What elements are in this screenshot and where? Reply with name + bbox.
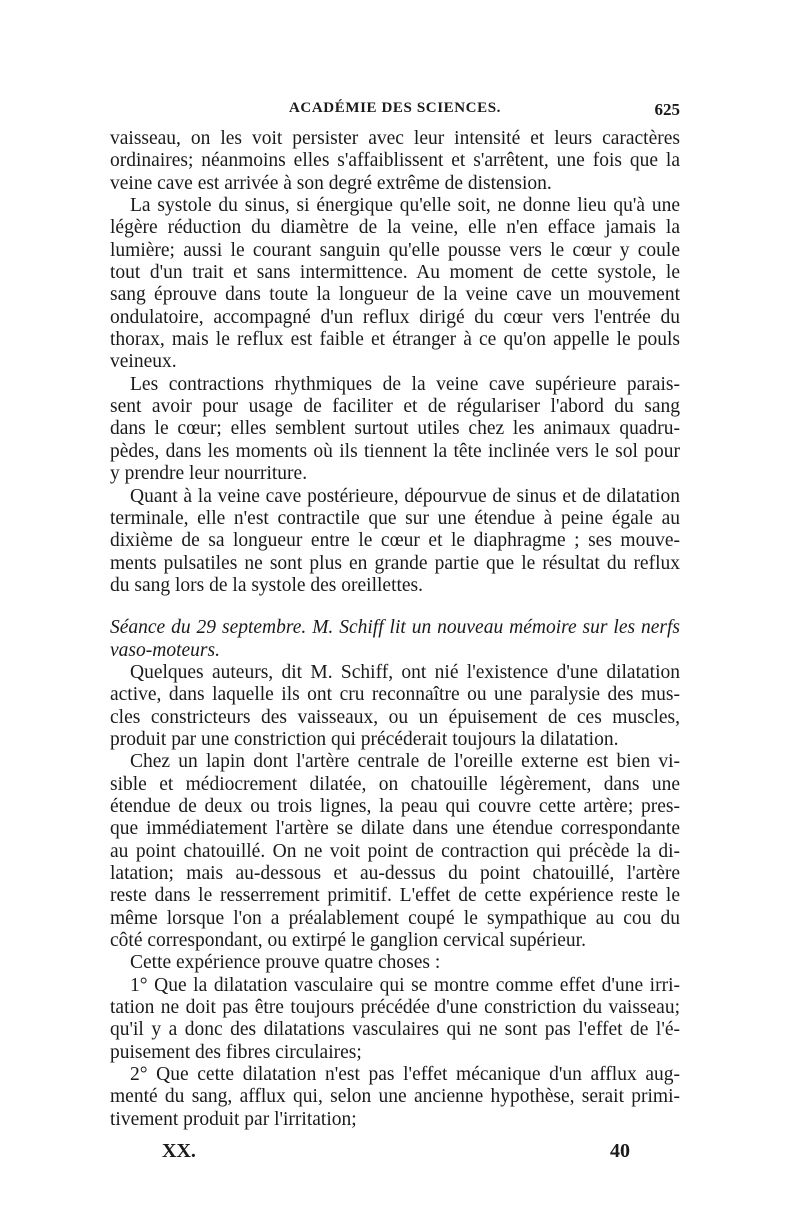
text-line: du sang lors de la systole des oreillettes. [110,574,424,596]
text-line: 2° Que cette dilatation n'est pas l'effet mécanique d'un afflux aug- [130,1064,680,1086]
running-header [110,100,680,124]
text-line: Cette expérience prouve quatre choses : [130,952,441,974]
text-line: y prendre leur nourriture. [110,463,308,485]
text-line: latation; mais au-dessous et au-dessus du point chatouillé, l'artère [110,863,680,884]
text-line: terminale, elle n'est contractile que sur une étendue à peine égale au [110,507,680,529]
page-number: 625 [654,100,680,119]
text-line: menté du sang, afflux qui, selon une ancienne hypothèse, serait primi- [110,1086,680,1108]
paragraph [110,374,680,486]
journal-title: ACADÉMIE DES SCIENCES. [289,100,501,116]
text-line: ondulatoire, accompagné d'un reflux dirigé du cœur vers l'entrée du [110,306,680,328]
text-line: puisement des fibres circulaires; [110,1041,362,1063]
paragraph [110,662,680,751]
text-line: thorax, mais le reflux est faible et étranger à ce qu'on appelle le pouls [110,329,680,351]
text-line: Quant à la veine cave postérieure, dépourvue de sinus et de dilatation [130,485,680,507]
body-text [110,128,680,1131]
text-line: étendue de deux ou trois lignes, la peau qui couvre cette artère; pres- [110,795,680,817]
text-line: dixième de sa longueur entre le cœur et le diaphragme ; ses mouve- [110,530,680,552]
text-line: active, dans laquelle ils ont cru reconnaître ou une paralysie des mus- [110,684,680,706]
text-line: ordinaires; néanmoins elles s'affaiblissent et s'arrêtent, une fois que la [110,150,680,172]
text-line: cles constricteurs des vaisseaux, ou un épuisement de ces muscles, [110,706,680,728]
volume-signature: XX. [162,1140,196,1162]
text-line: reste dans le resserrement primitif. L'effet de cette expérience reste le [110,885,680,907]
text-line: Séance du 29 septembre. M. Schiff lit un nouveau mémoire sur les nerfs [110,617,680,639]
text-line: au point chatouillé. On ne voit point de contraction qui précède la di- [110,840,680,862]
text-line: légère réduction du diamètre de la veine, elle n'en efface jamais la [110,217,680,239]
text-line: La systole du sinus, si énergique qu'elle soit, ne donne lieu qu'à une [130,195,680,217]
text-line: sent avoir pour usage de faciliter et de régulariser l'abord du sang [110,396,680,418]
text-line: tivement produit par l'irritation; [110,1108,357,1130]
text-line: veine cave est arrivée à son degré extrême de distension. [110,172,552,194]
paragraph [110,128,680,195]
section-gap [110,597,680,617]
text-line: tation ne doit pas être toujours précédée d'une constriction du vaisseau; [110,997,680,1019]
text-line: même lorsque l'on a préalablement coupé le sympathique au cou du [110,907,680,929]
text-line: Quelques auteurs, dit M. Schiff, ont nié l'existence d'une dilatation [130,661,680,683]
text-line: sang éprouve dans toute la longueur de la veine cave un mouvement [110,284,680,306]
text-line: produit par une constriction qui précéderait toujours la dilatation. [110,728,619,750]
paragraph [110,975,680,1064]
text-line: lumière; aussi le courant sanguin qu'elle pousse vers le cœur y coule [110,239,680,261]
text-line: veineux. [110,351,177,373]
text-line: côté correspondant, ou extirpé le ganglion cervical supérieur. [110,930,586,952]
text-line: qu'il y a donc des dilatations vasculaires qui ne sont pas l'effet de l'é- [110,1019,680,1041]
paragraph [110,486,680,598]
paragraph [110,751,680,952]
paragraph [110,952,680,974]
text-line: sible et médiocrement dilatée, on chatouille légèrement, dans une [110,773,680,795]
page-footer [110,1140,680,1170]
text-line: tout d'un trait et sans intermittence. Au moment de cette systole, le [110,262,680,284]
paragraph [110,1064,680,1131]
text-line: pèdes, dans les moments où ils tiennent la tête inclinée vers le sol pour [110,440,680,462]
seance-heading [110,617,680,662]
paragraph [110,195,680,374]
text-line: que immédiatement l'artère se dilate dans une étendue correspondante [110,818,680,840]
text-line: vaso-moteurs. [110,639,220,661]
text-line: Chez un lapin dont l'artère centrale de l'oreille externe est bien vi- [130,751,680,773]
text-line: dans le cœur; elles semblent surtout utiles chez les animaux quadru- [110,418,680,440]
sheet-signature: 40 [610,1140,630,1162]
text-line: vaisseau, on les voit persister avec leur intensité et leurs caractères [110,128,680,149]
text-line: 1° Que la dilatation vasculaire qui se montre comme effet d'une irri- [130,974,680,996]
text-line: ments pulsatiles ne sont plus en grande partie que le résultat du reflux [110,552,680,574]
text-line: Les contractions rhythmiques de la veine cave supérieure parais- [130,373,680,395]
